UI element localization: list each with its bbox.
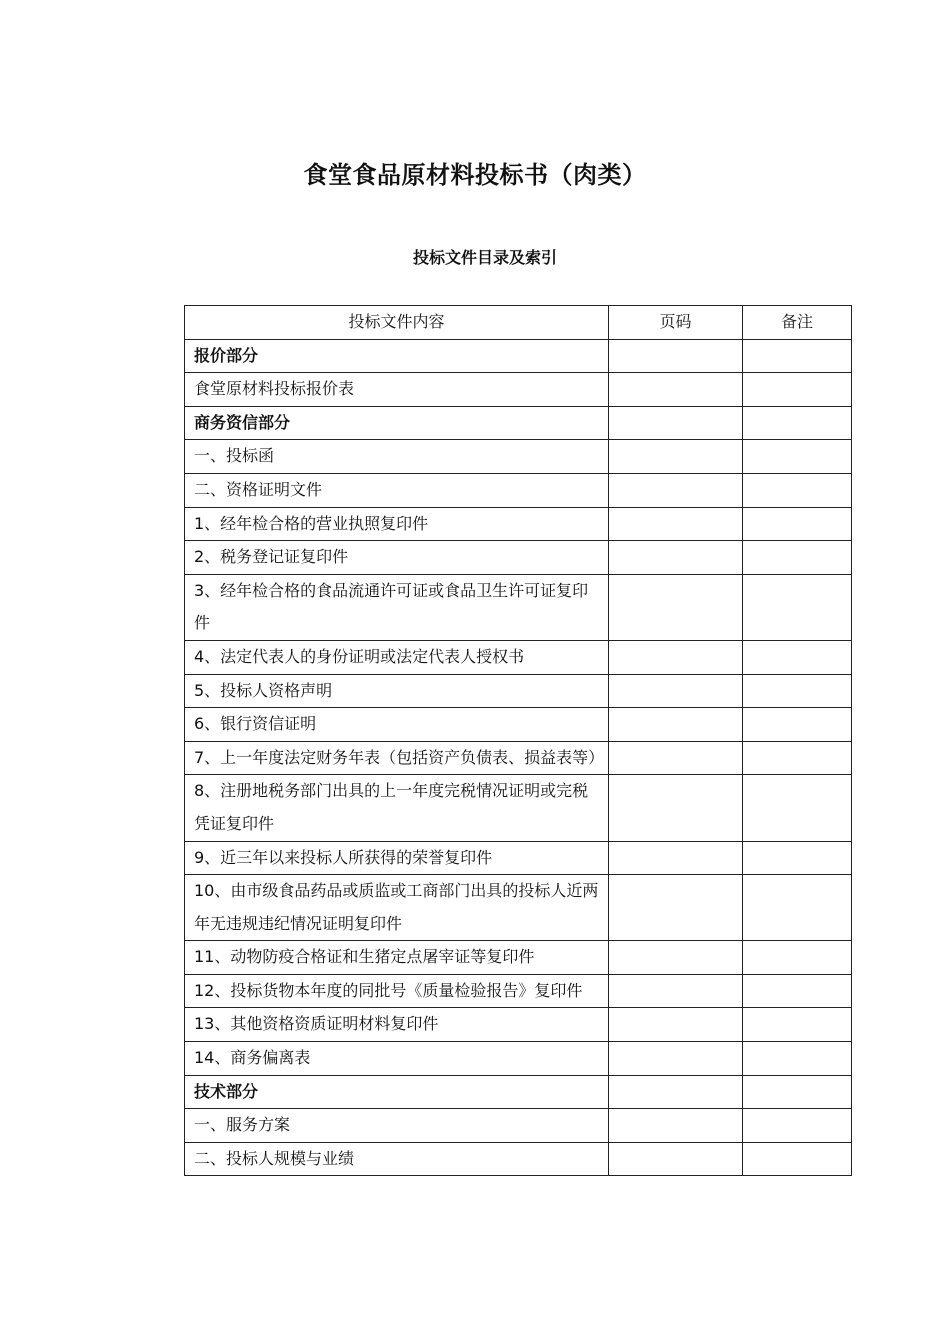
page-cell (609, 741, 743, 775)
page-cell (609, 974, 743, 1008)
table-row (185, 640, 852, 674)
page-cell (609, 1142, 743, 1176)
toc-table (184, 305, 852, 1176)
page-cell (609, 541, 743, 575)
table-row (185, 1008, 852, 1042)
page-cell (609, 373, 743, 407)
table-row (185, 473, 852, 507)
table-row (185, 1109, 852, 1143)
section-heading-cell: 报价部分 (185, 339, 609, 373)
note-cell (743, 507, 852, 541)
page-cell (609, 775, 743, 841)
page-cell (609, 1042, 743, 1076)
content-cell: 6、银行资信证明 (185, 708, 609, 742)
page-cell (609, 640, 743, 674)
content-cell: 13、其他资格资质证明材料复印件 (185, 1008, 609, 1042)
page-cell (609, 339, 743, 373)
table-row (185, 741, 852, 775)
page-cell (609, 1075, 743, 1109)
table-row (185, 708, 852, 742)
content-cell: 10、由市级食品药品或质监或工商部门出具的投标人近两年无违规违纪情况证明复印件 (185, 875, 609, 941)
page-cell (609, 941, 743, 975)
note-cell (743, 841, 852, 875)
content-cell: 5、投标人资格声明 (185, 674, 609, 708)
note-cell (743, 775, 852, 841)
page-cell (609, 406, 743, 440)
note-cell (743, 941, 852, 975)
document-subtitle: 投标文件目录及索引 (412, 248, 557, 267)
table-row (185, 574, 852, 640)
content-cell: 8、注册地税务部门出具的上一年度完税情况证明或完税凭证复印件 (185, 775, 609, 841)
note-cell (743, 1142, 852, 1176)
content-cell: 二、投标人规模与业绩 (185, 1142, 609, 1176)
content-cell: 2、税务登记证复印件 (185, 541, 609, 575)
note-cell (743, 440, 852, 474)
note-cell (743, 875, 852, 941)
table-header-row (185, 306, 852, 340)
table-row (185, 406, 852, 440)
table-row (185, 1075, 852, 1109)
content-cell: 12、投标货物本年度的同批号《质量检验报告》复印件 (185, 974, 609, 1008)
note-cell (743, 640, 852, 674)
header-note: 备注 (743, 306, 852, 340)
page-cell (609, 1109, 743, 1143)
table-row (185, 974, 852, 1008)
document-title: 食堂食品原材料投标书（肉类） (303, 161, 647, 189)
note-cell (743, 1075, 852, 1109)
header-content: 投标文件内容 (185, 306, 609, 340)
page-cell (609, 1008, 743, 1042)
note-cell (743, 1008, 852, 1042)
page-cell (609, 708, 743, 742)
page-cell (609, 440, 743, 474)
page-cell (609, 473, 743, 507)
content-cell: 4、法定代表人的身份证明或法定代表人授权书 (185, 640, 609, 674)
table-row (185, 1042, 852, 1076)
table-row (185, 841, 852, 875)
content-cell: 3、经年检合格的食品流通许可证或食品卫生许可证复印件 (185, 574, 609, 640)
note-cell (743, 1109, 852, 1143)
table-row (185, 373, 852, 407)
page-cell (609, 507, 743, 541)
table-row (185, 1142, 852, 1176)
note-cell (743, 574, 852, 640)
table-row (185, 875, 852, 941)
section-heading-cell: 技术部分 (185, 1075, 609, 1109)
content-cell: 14、商务偏离表 (185, 1042, 609, 1076)
note-cell (743, 373, 852, 407)
header-page: 页码 (609, 306, 743, 340)
content-cell: 1、经年检合格的营业执照复印件 (185, 507, 609, 541)
note-cell (743, 406, 852, 440)
content-cell: 11、动物防疫合格证和生猪定点屠宰证等复印件 (185, 941, 609, 975)
note-cell (743, 741, 852, 775)
note-cell (743, 541, 852, 575)
note-cell (743, 674, 852, 708)
table-body (185, 339, 852, 1176)
section-heading-cell: 商务资信部分 (185, 406, 609, 440)
note-cell (743, 974, 852, 1008)
table-row (185, 941, 852, 975)
table-row (185, 674, 852, 708)
content-cell: 9、近三年以来投标人所获得的荣誉复印件 (185, 841, 609, 875)
content-cell: 一、投标函 (185, 440, 609, 474)
note-cell (743, 1042, 852, 1076)
content-cell: 食堂原材料投标报价表 (185, 373, 609, 407)
table-row (185, 339, 852, 373)
note-cell (743, 473, 852, 507)
page-cell (609, 674, 743, 708)
content-cell: 二、资格证明文件 (185, 473, 609, 507)
content-cell: 7、上一年度法定财务年表（包括资产负债表、损益表等） (185, 741, 609, 775)
table-row (185, 440, 852, 474)
note-cell (743, 339, 852, 373)
page-cell (609, 841, 743, 875)
table-row (185, 541, 852, 575)
table-row (185, 507, 852, 541)
content-cell: 一、服务方案 (185, 1109, 609, 1143)
note-cell (743, 708, 852, 742)
page-cell (609, 574, 743, 640)
table-row (185, 775, 852, 841)
page-cell (609, 875, 743, 941)
